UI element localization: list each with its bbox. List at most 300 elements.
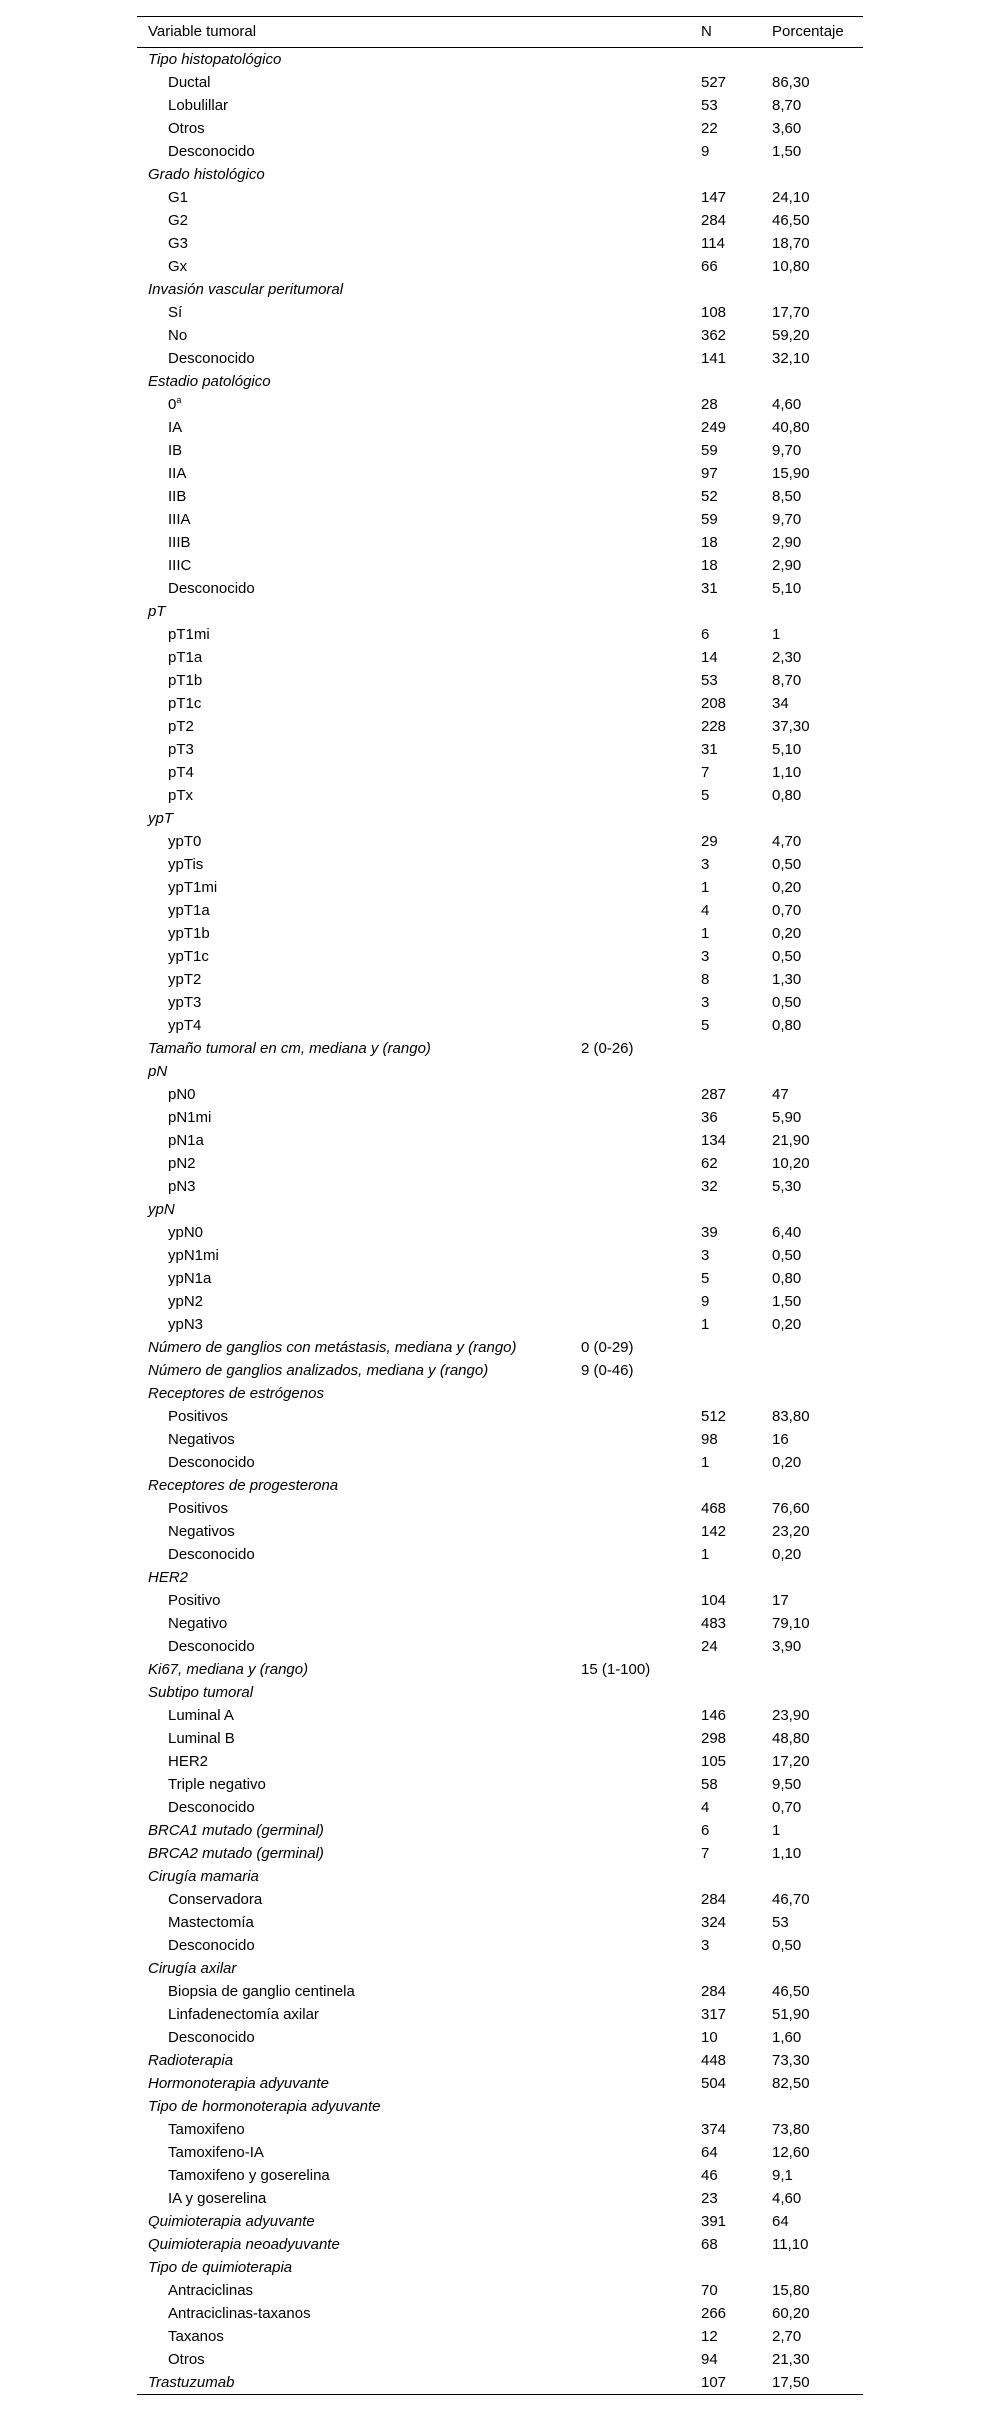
row-percent: 0,70 <box>772 902 802 919</box>
row-label <box>148 1566 188 1589</box>
row-n: 317 <box>701 2006 727 2023</box>
row-percent: 9,50 <box>772 1776 802 1793</box>
table-row <box>137 2302 863 2325</box>
table-row <box>137 715 863 738</box>
row-n: 324 <box>701 1914 727 1931</box>
row-percent: 5,30 <box>772 1178 802 1195</box>
row-percent: 0,20 <box>772 1546 802 1563</box>
row-label-text: Cirugía axilar <box>148 1960 237 1977</box>
row-percent: 76,60 <box>772 1500 810 1517</box>
table-row <box>137 692 863 715</box>
row-label-text: Luminal A <box>168 1707 234 1724</box>
row-label <box>168 2026 255 2049</box>
row-label <box>148 2049 233 2072</box>
row-label-text: pN2 <box>168 1155 196 1172</box>
row-label <box>168 324 187 347</box>
row-percent: 17 <box>772 1592 789 1609</box>
table-row <box>137 1106 863 1129</box>
row-label-text: Hormonoterapia adyuvante <box>148 2075 329 2092</box>
row-n: 114 <box>701 235 725 252</box>
row-percent: 79,10 <box>772 1615 810 1632</box>
table-row <box>137 1221 863 1244</box>
row-n: 104 <box>701 1592 727 1609</box>
row-n: 39 <box>701 1224 718 1241</box>
row-label <box>168 393 181 416</box>
row-label-text: Desconocido <box>168 1454 255 1471</box>
row-label <box>168 899 210 922</box>
row-label <box>168 646 202 669</box>
row-percent: 0,50 <box>772 856 802 873</box>
table-row <box>137 991 863 1014</box>
row-percent: 83,80 <box>772 1408 810 1425</box>
table-row <box>137 1428 863 1451</box>
row-n: 3 <box>701 1937 710 1954</box>
row-percent: 2,90 <box>772 557 802 574</box>
row-label <box>168 1014 201 1037</box>
row-percent: 0,70 <box>772 1799 802 1816</box>
row-percent: 51,90 <box>772 2006 810 2023</box>
table-row <box>137 1405 863 1428</box>
category-row <box>137 2049 863 2072</box>
row-label <box>168 1083 196 1106</box>
row-label <box>168 347 255 370</box>
row-n: 5 <box>701 1017 710 1034</box>
category-row <box>137 1474 863 1497</box>
row-label-text: ypT2 <box>168 971 202 988</box>
row-n: 18 <box>701 534 718 551</box>
row-label <box>168 1589 221 1612</box>
row-percent: 0,20 <box>772 1454 802 1471</box>
row-label <box>168 1635 255 1658</box>
row-label <box>168 738 194 761</box>
row-n: 284 <box>701 1891 727 1908</box>
row-n: 66 <box>701 258 718 275</box>
row-percent: 9,70 <box>772 442 802 459</box>
row-percent: 3,90 <box>772 1638 802 1655</box>
row-label <box>168 1796 255 1819</box>
row-label-text: Desconocido <box>168 1937 255 1954</box>
row-label <box>168 117 205 140</box>
row-label-text: Luminal B <box>168 1730 235 1747</box>
row-percent: 1,50 <box>772 1293 802 1310</box>
row-n: 1 <box>701 1546 710 1563</box>
category-row <box>137 1957 863 1980</box>
row-n: 9 <box>701 143 710 160</box>
row-n: 504 <box>701 2075 727 2092</box>
row-n: 98 <box>701 1431 718 1448</box>
row-percent: 37,30 <box>772 718 810 735</box>
row-percent: 0,80 <box>772 787 802 804</box>
table-row <box>137 1911 863 1934</box>
table-row <box>137 1704 863 1727</box>
row-label-text: Número de ganglios con metástasis, mediana y (rango) <box>148 1339 517 1356</box>
row-n: 3 <box>701 948 710 965</box>
table-row <box>137 439 863 462</box>
row-percent: 1,30 <box>772 971 802 988</box>
category-row <box>137 1198 863 1221</box>
row-label-text: Trastuzumab <box>148 2374 235 2391</box>
row-percent: 0,50 <box>772 1937 802 1954</box>
row-percent: 4,60 <box>772 2190 802 2207</box>
row-percent: 15,90 <box>772 465 810 482</box>
row-label <box>168 508 191 531</box>
row-label <box>148 1060 167 1083</box>
row-percent: 34 <box>772 695 789 712</box>
table-row <box>137 186 863 209</box>
row-label-text: pN1mi <box>168 1109 212 1126</box>
row-percent: 82,50 <box>772 2075 810 2092</box>
row-label-text: Linfadenectomía axilar <box>168 2006 319 2023</box>
table-row <box>137 1083 863 1106</box>
row-label-text: G1 <box>168 189 189 206</box>
row-n: 4 <box>701 902 710 919</box>
row-n: 362 <box>701 327 727 344</box>
row-percent: 1,60 <box>772 2029 802 2046</box>
row-n: 1 <box>701 1454 710 1471</box>
row-percent: 4,70 <box>772 833 802 850</box>
row-label <box>168 922 210 945</box>
row-percent: 0,80 <box>772 1017 802 1034</box>
row-label-text: Quimioterapia adyuvante <box>148 2213 315 2230</box>
table-row <box>137 508 863 531</box>
table-row <box>137 1313 863 1336</box>
row-label <box>168 416 182 439</box>
row-label-text: HER2 <box>148 1569 189 1586</box>
row-n: 70 <box>701 2282 718 2299</box>
row-percent: 11,10 <box>772 2236 809 2253</box>
row-percent: 0,80 <box>772 1270 802 1287</box>
table-row <box>137 784 863 807</box>
row-percent: 2,30 <box>772 649 802 666</box>
row-n: 94 <box>701 2351 718 2368</box>
row-label-text: Positivos <box>168 1500 229 1517</box>
row-label-text: Subtipo tumoral <box>148 1684 254 1701</box>
row-label <box>168 2187 266 2210</box>
row-label <box>148 1819 324 1842</box>
row-percent: 5,10 <box>772 741 802 758</box>
row-label <box>168 968 201 991</box>
row-label-text: Otros <box>168 120 205 137</box>
row-label <box>168 94 228 117</box>
row-label-text: Triple negativo <box>168 1776 266 1793</box>
row-percent: 47 <box>772 1086 789 1103</box>
row-label-text: Desconocido <box>168 580 255 597</box>
row-label <box>148 2072 329 2095</box>
row-n: 284 <box>701 1983 727 2000</box>
row-label <box>148 278 343 301</box>
table-row <box>137 1980 863 2003</box>
row-n: 448 <box>701 2052 727 2069</box>
row-label-text: IIA <box>168 465 187 482</box>
table-row <box>137 94 863 117</box>
table-row <box>137 922 863 945</box>
row-label <box>148 2371 234 2394</box>
row-percent: 23,20 <box>772 1523 810 1540</box>
row-percent: 10,80 <box>772 258 810 275</box>
row-label-text: ypT <box>148 810 174 827</box>
row-label <box>168 2003 319 2026</box>
row-n: 141 <box>701 350 727 367</box>
row-label <box>168 715 194 738</box>
row-label-text: Antraciclinas <box>168 2282 254 2299</box>
row-label-text: pT1b <box>168 672 203 689</box>
row-label <box>168 1750 208 1773</box>
row-n: 10 <box>701 2029 718 2046</box>
row-label-text: Desconocido <box>168 1638 255 1655</box>
row-label <box>148 2233 340 2256</box>
row-label-text: pN0 <box>168 1086 196 1103</box>
row-label-text: ypT3 <box>168 994 202 1011</box>
table-row <box>137 1244 863 1267</box>
row-label-text: Estadio patológico <box>148 373 271 390</box>
row-label-text: Tipo de hormonoterapia adyuvante <box>148 2098 381 2115</box>
header-variable: Variable tumoral <box>148 23 257 40</box>
row-percent: 21,30 <box>772 2351 810 2368</box>
table-row <box>137 301 863 324</box>
row-percent: 21,90 <box>772 1132 810 1149</box>
row-label <box>168 1428 235 1451</box>
category-row <box>137 2095 863 2118</box>
row-n: 7 <box>701 764 710 781</box>
row-label-text: pT <box>148 603 166 620</box>
row-label <box>148 48 281 71</box>
category-row <box>137 600 863 623</box>
footnote-marker: a <box>176 395 182 405</box>
row-n: 9 <box>701 1293 710 1310</box>
row-percent: 2,90 <box>772 534 802 551</box>
row-percent: 24,10 <box>772 189 810 206</box>
row-label <box>168 1934 255 1957</box>
row-n: 483 <box>701 1615 727 1632</box>
table-row <box>137 1750 863 1773</box>
row-label-text: Ductal <box>168 74 211 91</box>
row-label <box>148 1198 175 1221</box>
row-label <box>168 1888 262 1911</box>
row-n: 29 <box>701 833 718 850</box>
table-row <box>137 1773 863 1796</box>
row-n: 8 <box>701 971 710 988</box>
row-label-text: IIIB <box>168 534 191 551</box>
row-n: 108 <box>701 304 727 321</box>
row-percent: 64 <box>772 2213 789 2230</box>
row-n: 5 <box>701 1270 710 1287</box>
row-label <box>168 301 182 324</box>
row-label-text: Positivo <box>168 1592 221 1609</box>
row-label-text: Número de ganglios analizados, mediana y (rango) <box>148 1362 489 1379</box>
row-n: 22 <box>701 120 718 137</box>
row-percent: 9,70 <box>772 511 802 528</box>
row-percent: 0,20 <box>772 925 802 942</box>
row-n: 7 <box>701 1845 710 1862</box>
row-percent: 48,80 <box>772 1730 810 1747</box>
row-label-text: G2 <box>168 212 189 229</box>
row-percent: 9,1 <box>772 2167 793 2184</box>
table-row <box>137 2118 863 2141</box>
row-label <box>168 577 255 600</box>
row-label-text: Negativos <box>168 1523 235 1540</box>
row-label <box>168 1543 255 1566</box>
row-n: 1 <box>701 1316 710 1333</box>
row-label-text: 0 <box>168 396 177 413</box>
row-label <box>168 462 186 485</box>
row-percent: 2,70 <box>772 2328 802 2345</box>
row-n: 31 <box>701 741 718 758</box>
row-median: 0 (0-29) <box>581 1339 634 1356</box>
table-row <box>137 1612 863 1635</box>
category-row <box>137 370 863 393</box>
table-row <box>137 2187 863 2210</box>
row-label-text: IIIC <box>168 557 192 574</box>
table-row <box>137 140 863 163</box>
row-percent: 8,50 <box>772 488 802 505</box>
row-label <box>168 71 211 94</box>
row-n: 64 <box>701 2144 718 2161</box>
row-n: 59 <box>701 442 718 459</box>
row-percent: 60,20 <box>772 2305 810 2322</box>
table-row <box>137 1497 863 1520</box>
row-label <box>168 2164 330 2187</box>
row-label-text: Ki67, mediana y (rango) <box>148 1661 309 1678</box>
row-percent: 23,90 <box>772 1707 810 1724</box>
row-label <box>148 2210 315 2233</box>
table-row <box>137 577 863 600</box>
row-percent: 46,70 <box>772 1891 810 1908</box>
row-percent: 53 <box>772 1914 789 1931</box>
table-row <box>137 232 863 255</box>
row-label <box>168 1175 196 1198</box>
row-label <box>168 1267 211 1290</box>
table-row <box>137 2003 863 2026</box>
row-label-text: Taxanos <box>168 2328 224 2345</box>
row-label <box>168 1727 235 1750</box>
row-n: 14 <box>701 649 718 666</box>
category-row <box>137 1336 863 1359</box>
row-label-text: IB <box>168 442 183 459</box>
row-n: 5 <box>701 787 710 804</box>
row-percent: 5,10 <box>772 580 802 597</box>
row-label-text: ypN1a <box>168 1270 212 1287</box>
row-n: 298 <box>701 1730 727 1747</box>
category-row <box>137 2256 863 2279</box>
row-n: 62 <box>701 1155 718 1172</box>
row-label-text: Cirugía mamaria <box>148 1868 259 1885</box>
row-n: 266 <box>701 2305 727 2322</box>
row-n: 1 <box>701 879 710 896</box>
row-label-text: Grado histológico <box>148 166 265 183</box>
row-label <box>148 2095 381 2118</box>
table-row <box>137 1727 863 1750</box>
row-label <box>168 1773 266 1796</box>
row-n: 134 <box>701 1132 727 1149</box>
category-row <box>137 1658 863 1681</box>
row-label-text: Negativo <box>168 1615 228 1632</box>
row-label <box>148 1336 517 1359</box>
row-label <box>168 1704 234 1727</box>
row-percent: 8,70 <box>772 97 802 114</box>
row-label-text: Sí <box>168 304 183 321</box>
category-row <box>137 1359 863 1382</box>
row-label-text: Antraciclinas-taxanos <box>168 2305 311 2322</box>
row-n: 4 <box>701 1799 710 1816</box>
row-percent: 0,50 <box>772 1247 802 1264</box>
row-percent: 40,80 <box>772 419 810 436</box>
table-row <box>137 554 863 577</box>
row-n: 107 <box>701 2374 727 2391</box>
row-percent: 6,40 <box>772 1224 802 1241</box>
row-n: 52 <box>701 488 718 505</box>
row-percent: 0,20 <box>772 879 802 896</box>
row-label-text: ypT4 <box>168 1017 202 1034</box>
row-label-text: pT1c <box>168 695 202 712</box>
row-n: 6 <box>701 626 710 643</box>
row-n: 24 <box>701 1638 718 1655</box>
row-label <box>148 1842 324 1865</box>
row-label-text: IA <box>168 419 183 436</box>
table-bottom-rule <box>137 2394 863 2395</box>
row-label-text: Desconocido <box>168 1799 255 1816</box>
table-row <box>137 485 863 508</box>
row-label-text: Receptores de estrógenos <box>148 1385 324 1402</box>
table-row <box>137 1014 863 1037</box>
row-percent: 17,70 <box>772 304 810 321</box>
row-percent: 46,50 <box>772 1983 810 2000</box>
table-row <box>137 1635 863 1658</box>
row-percent: 1,10 <box>772 1845 802 1862</box>
table-row <box>137 1888 863 1911</box>
table-row <box>137 71 863 94</box>
row-label <box>168 1405 228 1428</box>
row-percent: 10,20 <box>772 1155 810 1172</box>
row-n: 391 <box>701 2213 727 2230</box>
row-label-text: pN1a <box>168 1132 204 1149</box>
row-label <box>168 669 202 692</box>
row-label-text: Desconocido <box>168 2029 255 2046</box>
row-label-text: pN3 <box>168 1178 196 1195</box>
row-percent: 59,20 <box>772 327 810 344</box>
row-percent: 4,60 <box>772 396 802 413</box>
row-label-text: IIIA <box>168 511 191 528</box>
table-row <box>137 738 863 761</box>
row-label <box>148 2256 292 2279</box>
table-header-row <box>137 17 863 47</box>
row-percent: 1 <box>772 626 781 643</box>
row-n: 68 <box>701 2236 718 2253</box>
row-n: 53 <box>701 672 718 689</box>
row-label-text: Invasión vascular peritumoral <box>148 281 344 298</box>
row-label-text: ypTis <box>168 856 204 873</box>
row-label-text: Positivos <box>168 1408 229 1425</box>
row-label-text: Tipo histopatológico <box>148 51 282 68</box>
row-percent: 15,80 <box>772 2282 810 2299</box>
table-row <box>137 1152 863 1175</box>
row-label <box>168 2279 253 2302</box>
row-percent: 3,60 <box>772 120 802 137</box>
row-label <box>148 1037 431 1060</box>
row-label <box>168 255 187 278</box>
row-n: 147 <box>701 189 727 206</box>
row-n: 249 <box>701 419 727 436</box>
row-label-text: IA y goserelina <box>168 2190 267 2207</box>
row-n: 31 <box>701 580 718 597</box>
category-row <box>137 1382 863 1405</box>
row-label-text: ypT1c <box>168 948 209 965</box>
table-row <box>137 393 863 416</box>
table-row <box>137 1934 863 1957</box>
row-percent: 0,50 <box>772 948 802 965</box>
row-label <box>148 600 166 623</box>
row-n: 228 <box>701 718 727 735</box>
row-label <box>168 2141 264 2164</box>
